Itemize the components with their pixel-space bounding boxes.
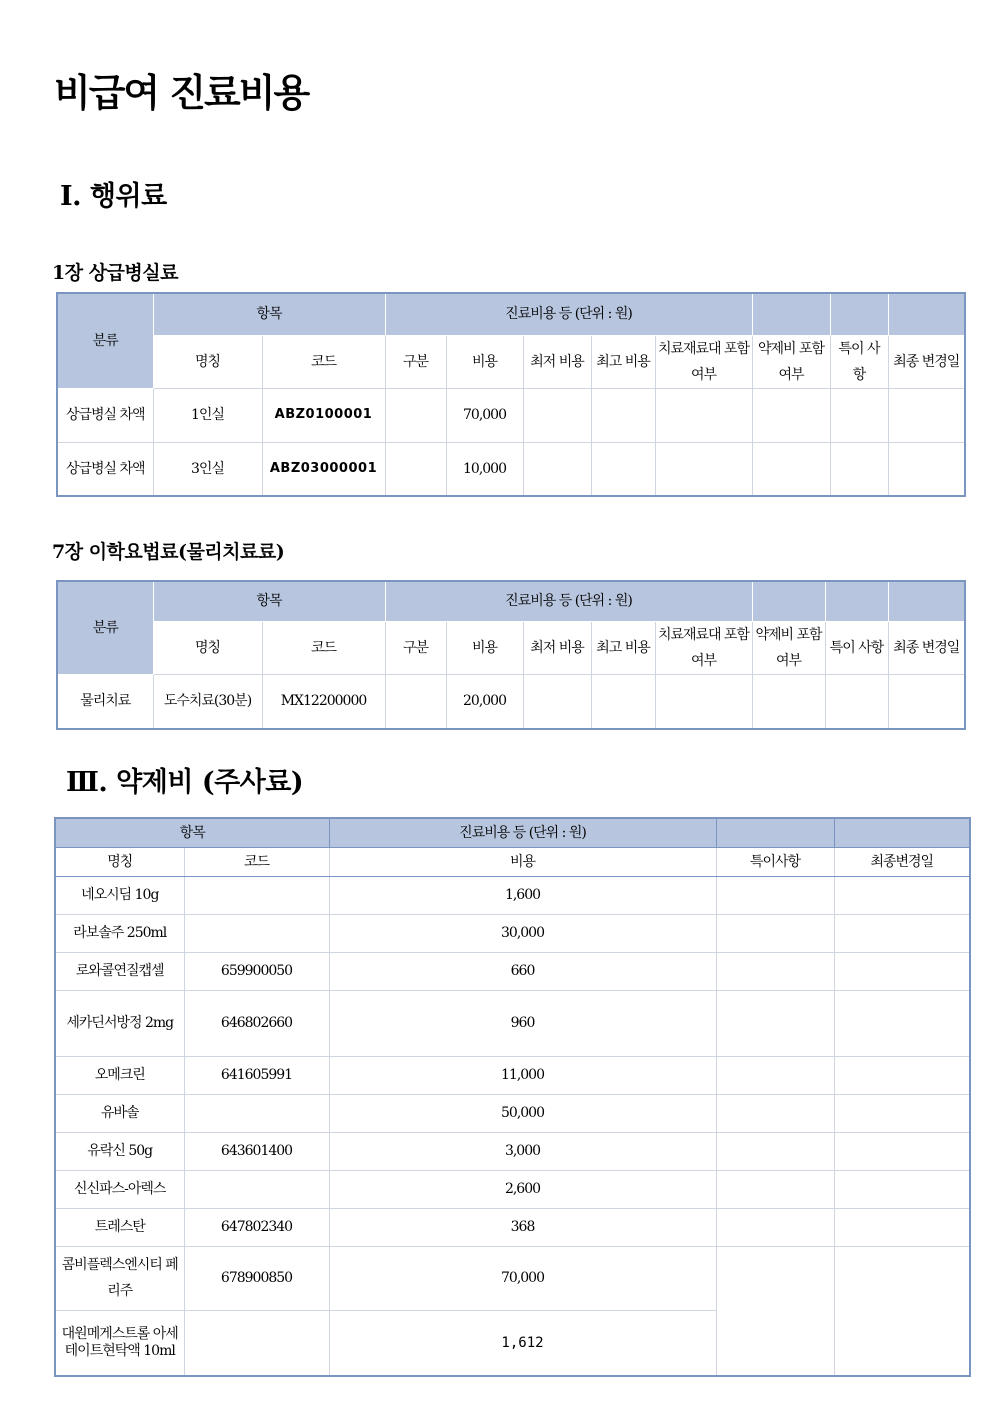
premium-ward-table (56, 292, 966, 497)
row-price: 20,000 (446, 674, 523, 729)
header-min-cost: 최저 비용 (523, 621, 591, 674)
row-name: 유바솔 (55, 1094, 184, 1132)
table-row (55, 1246, 970, 1310)
row-updated (888, 442, 965, 496)
header-note: 특이 사항 (830, 335, 888, 388)
row-updated (834, 914, 970, 952)
table-row (55, 1208, 970, 1246)
header-code: 코드 (262, 335, 385, 388)
row-note (716, 1056, 834, 1094)
row-name: 네오시딤 10g (55, 876, 184, 914)
row-category: 물리치료 (57, 674, 153, 729)
row-note (830, 442, 888, 496)
header-updated: 최종 변경일 (888, 335, 965, 388)
row-updated (834, 1132, 970, 1170)
row-note (830, 388, 888, 442)
row-updated (888, 388, 965, 442)
row-name: 세카딘서방정 2mg (55, 990, 184, 1056)
header-price: 비용 (446, 621, 523, 674)
row-code (184, 1170, 329, 1208)
row-max (591, 442, 655, 496)
row-material (655, 388, 752, 442)
row-code (184, 1310, 329, 1376)
row-price: 368 (329, 1208, 716, 1246)
row-type (385, 388, 446, 442)
row-price: 1,612 (329, 1310, 716, 1376)
header-category: 분류 (57, 293, 153, 388)
row-category: 상급병실 차액 (57, 442, 153, 496)
header-category: 분류 (57, 581, 153, 674)
header-max-cost: 최고 비용 (591, 621, 655, 674)
row-type (385, 674, 446, 729)
row-price: 3,000 (329, 1132, 716, 1170)
row-name: 유락신 50g (55, 1132, 184, 1170)
row-name: 라보솔주 250ml (55, 914, 184, 952)
table2-caption: 7장 이학요법료(물리치료료) (52, 541, 285, 563)
header-updated: 최종 변경일 (888, 621, 965, 674)
row-price: 660 (329, 952, 716, 990)
row-note (716, 1132, 834, 1170)
row-note (825, 674, 888, 729)
row-code (184, 876, 329, 914)
row-updated (834, 1094, 970, 1132)
table-row (57, 674, 965, 729)
row-note (716, 876, 834, 914)
row-updated (834, 990, 970, 1056)
row-max (591, 674, 655, 729)
page-title: 비급여 진료비용 (54, 71, 309, 115)
table-row (55, 1170, 970, 1208)
header-note: 특이 사항 (825, 621, 888, 674)
header-name: 명칭 (153, 335, 262, 388)
header-min-cost: 최저 비용 (523, 335, 591, 388)
row-code: 647802340 (184, 1208, 329, 1246)
row-price: 10,000 (446, 442, 523, 496)
table-row (55, 1056, 970, 1094)
row-code: 659900050 (184, 952, 329, 990)
row-min (523, 388, 591, 442)
row-name: 오메크린 (55, 1056, 184, 1094)
header-blank (834, 818, 970, 847)
row-name: 도수치료(30분) (153, 674, 262, 729)
row-drug (752, 442, 830, 496)
row-name: 대원메게스트롤 아세테이트현탁액 10ml (55, 1310, 184, 1376)
row-name: 1인실 (153, 388, 262, 442)
row-drug (752, 388, 830, 442)
table-row (55, 990, 970, 1056)
row-material (655, 442, 752, 496)
row-note (716, 1170, 834, 1208)
row-price: 11,000 (329, 1056, 716, 1094)
row-updated (834, 1208, 970, 1246)
header-drug-included: 약제비 포함여부 (752, 335, 830, 388)
row-code: 646802660 (184, 990, 329, 1056)
row-note (716, 1208, 834, 1246)
header-max-cost: 최고 비용 (591, 335, 655, 388)
header-material-included: 치료재료대 포함여부 (655, 335, 752, 388)
header-blank (825, 581, 888, 621)
table-row (55, 876, 970, 914)
header-blank (830, 293, 888, 335)
header-item: 항목 (55, 818, 329, 847)
table-row (55, 952, 970, 990)
row-note (716, 1094, 834, 1132)
section-title-medication: Ⅲ. 약제비 (주사료) (66, 767, 304, 798)
header-item: 항목 (153, 581, 385, 621)
section-title-procedures: Ⅰ. 행위료 (60, 181, 167, 212)
header-code: 코드 (184, 847, 329, 876)
row-price: 70,000 (446, 388, 523, 442)
row-updated (834, 876, 970, 914)
header-name: 명칭 (55, 847, 184, 876)
table-row (55, 1094, 970, 1132)
row-price: 70,000 (329, 1246, 716, 1310)
row-code: ABZ0100001 (262, 388, 385, 442)
row-code (184, 914, 329, 952)
row-price: 1,600 (329, 876, 716, 914)
row-updated (888, 674, 965, 729)
row-code: ABZ03000001 (262, 442, 385, 496)
row-code: 678900850 (184, 1246, 329, 1310)
header-blank (716, 818, 834, 847)
row-type (385, 442, 446, 496)
table-row (55, 1132, 970, 1170)
row-max (591, 388, 655, 442)
physical-therapy-table (56, 580, 966, 730)
row-drug (752, 674, 825, 729)
row-updated (834, 952, 970, 990)
row-category: 상급병실 차액 (57, 388, 153, 442)
row-price: 30,000 (329, 914, 716, 952)
table-row (55, 914, 970, 952)
row-updated (834, 1170, 970, 1208)
header-item: 항목 (153, 293, 385, 335)
header-blank (752, 293, 830, 335)
header-blank (888, 581, 965, 621)
header-drug-included: 약제비 포함여부 (752, 621, 825, 674)
row-updated (834, 1056, 970, 1094)
header-updated: 최종변경일 (834, 847, 970, 876)
row-code (184, 1094, 329, 1132)
row-name: 신신파스-아렉스 (55, 1170, 184, 1208)
table1-caption: 1장 상급병실료 (52, 262, 178, 284)
header-type: 구분 (385, 335, 446, 388)
header-cost: 진료비용 등 (단위 : 원) (329, 818, 716, 847)
header-blank (888, 293, 965, 335)
header-price: 비용 (329, 847, 716, 876)
header-code: 코드 (262, 621, 385, 674)
row-name: 로와콜연질캡셀 (55, 952, 184, 990)
row-code: 641605991 (184, 1056, 329, 1094)
header-cost: 진료비용 등 (단위 : 원) (385, 293, 752, 335)
header-name: 명칭 (153, 621, 262, 674)
row-code: 643601400 (184, 1132, 329, 1170)
row-name: 트레스탄 (55, 1208, 184, 1246)
row-price: 960 (329, 990, 716, 1056)
header-note: 특이사항 (716, 847, 834, 876)
row-name: 3인실 (153, 442, 262, 496)
row-note (716, 1246, 834, 1376)
row-price: 2,600 (329, 1170, 716, 1208)
header-cost: 진료비용 등 (단위 : 원) (385, 581, 752, 621)
row-note (716, 990, 834, 1056)
row-note (716, 952, 834, 990)
row-note (716, 914, 834, 952)
row-min (523, 674, 591, 729)
header-blank (752, 581, 825, 621)
row-updated (834, 1246, 970, 1376)
header-type: 구분 (385, 621, 446, 674)
row-min (523, 442, 591, 496)
medication-table (54, 817, 971, 1377)
table-row (57, 442, 965, 496)
header-price: 비용 (446, 335, 523, 388)
row-code: MX12200000 (262, 674, 385, 729)
row-name: 콤비플렉스엔시티 페리주 (55, 1246, 184, 1310)
row-material (655, 674, 752, 729)
row-price: 50,000 (329, 1094, 716, 1132)
header-material-included: 치료재료대 포함여부 (655, 621, 752, 674)
table-row (57, 388, 965, 442)
